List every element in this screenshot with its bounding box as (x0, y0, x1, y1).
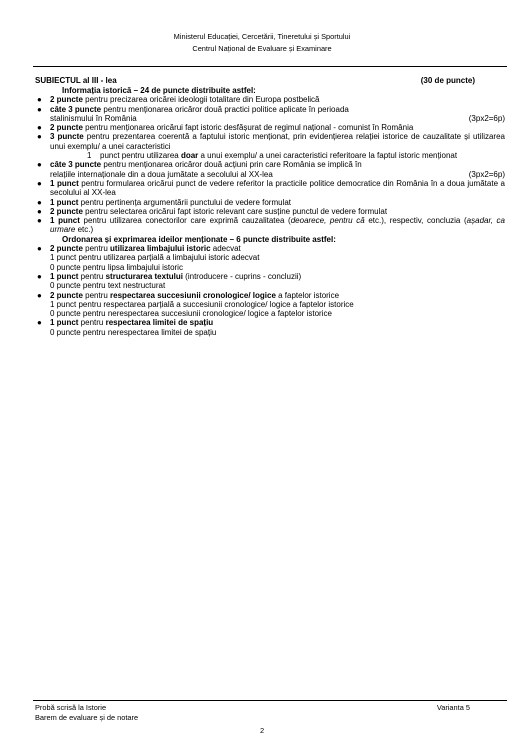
list-item: ● 2 puncte pentru utilizarea limbajului istoric adecvat (37, 244, 241, 254)
footer-exam: Probă scrisă la Istorie (35, 703, 107, 712)
list-item: ● 1 punct pentru pertinența argumentării punctului de vedere formulat (37, 197, 292, 207)
footer-variant: Varianta 5 (436, 703, 470, 712)
list-item: ● 2 puncte pentru menționarea oricărui fapt istoric desfășurat de regimul național - comunist în România (37, 123, 414, 133)
list-item: ● 1 punct pentru respectarea limitei de spațiu (37, 318, 214, 328)
sub-item: 1 punct pentru utilizarea doar a unui exemplu/ a unei caracteristici referitoare la faptul istoric menționat (87, 151, 458, 161)
bullet-icon: ● (37, 216, 42, 226)
score-note: (3px2=6p) (468, 113, 505, 123)
section-info-title: Informația istorică – 24 de puncte distribuite astfel: (62, 86, 256, 95)
list-note: 1 punct pentru utilizarea parțială a limbajului istoric adecvat (50, 253, 260, 263)
bullet-icon: ● (37, 197, 42, 207)
list-note: 0 puncte pentru text nestructurat (50, 281, 166, 291)
page-number: 2 (259, 726, 265, 735)
list-note: 1 punct pentru respectarea parțială a succesiunii cronologice/ logice a faptelor istorice (50, 299, 354, 309)
list-item: ● 2 puncte pentru selectarea oricărui fapt istoric relevant care susține punctul de vedere formulat (37, 206, 388, 216)
bullet-icon: ● (37, 290, 42, 300)
list-item: ● câte 3 puncte pentru menționarea oricăror două practici politice aplicate în perioada (37, 104, 349, 114)
list-note: 0 puncte pentru nerespectarea limitei de spațiu (50, 327, 217, 337)
list-note: 0 puncte pentru lipsa limbajului istoric (50, 262, 183, 272)
bullet-icon: ● (37, 95, 42, 105)
ministry-header: Ministerul Educației, Cercetării, Tineretului și Sportului (173, 32, 351, 41)
center-header: Centrul Național de Evaluare și Examinare (192, 44, 332, 53)
subject-points: (30 de puncte) (420, 76, 475, 85)
bullet-icon: ● (37, 123, 42, 133)
section-order-title: Ordonarea și exprimarea ideilor menționate – 6 puncte distribuite astfel: (62, 234, 336, 244)
header-rule (33, 66, 507, 67)
subject-heading (35, 76, 505, 86)
bullet-icon: ● (37, 160, 42, 170)
footer-rule (33, 700, 507, 701)
list-item: ● 1 punct pentru formularea oricărui punct de vedere referitor la practicile politice democratice din România în a doua jumătate a secolului al XX-lea (37, 178, 505, 198)
list-item: ● 2 puncte pentru precizarea oricărei ideologii totalitare din Europa postbelică (37, 95, 320, 105)
list-item: ● 1 punct pentru utilizarea conectorilor care exprimă cauzalitatea (deoarece, pentru că etc.), respectiv, concluzia (așadar, ca urmare etc.) (37, 216, 505, 235)
list-note: 0 puncte pentru nerespectarea succesiunii cronologice/ logice a faptelor istorice (50, 309, 332, 319)
bullet-icon: ● (37, 244, 42, 254)
list-item: ● 3 puncte pentru prezentarea coerentă a faptului istoric menționat, prin evidențierea relației istorice de cauzalitate și utilizarea unui exemplu/ a unei caracteristici (37, 132, 505, 151)
grading-body (35, 76, 505, 337)
footer-left (35, 703, 138, 722)
bullet-icon: ● (37, 132, 42, 142)
bullet-icon: ● (37, 104, 42, 114)
list-item-continuation: relațiile internaționale din a doua jumătate a secolului al XX-lea (3px2=6p) (50, 169, 505, 179)
bullet-icon: ● (37, 206, 42, 216)
score-note: (3px2=6p) (468, 169, 505, 179)
bullet-icon: ● (37, 271, 42, 281)
bullet-icon: ● (37, 178, 42, 188)
footer-barem: Barem de evaluare și de notare (35, 712, 139, 722)
list-item: ● 1 punct pentru structurarea textului (introducere - cuprins - concluzii) (37, 271, 302, 281)
list-item-continuation: stalinismului în România (3px2=6p) (50, 113, 505, 123)
subject-title: SUBIECTUL al III - lea (35, 76, 117, 85)
list-item: ● 2 puncte pentru respectarea succesiunii cronologice/ logice a faptelor istorice (37, 290, 340, 300)
bullet-icon: ● (37, 318, 42, 328)
list-item: ● câte 3 puncte pentru menționarea oricăror două acțiuni prin care România se implică în (37, 160, 362, 170)
